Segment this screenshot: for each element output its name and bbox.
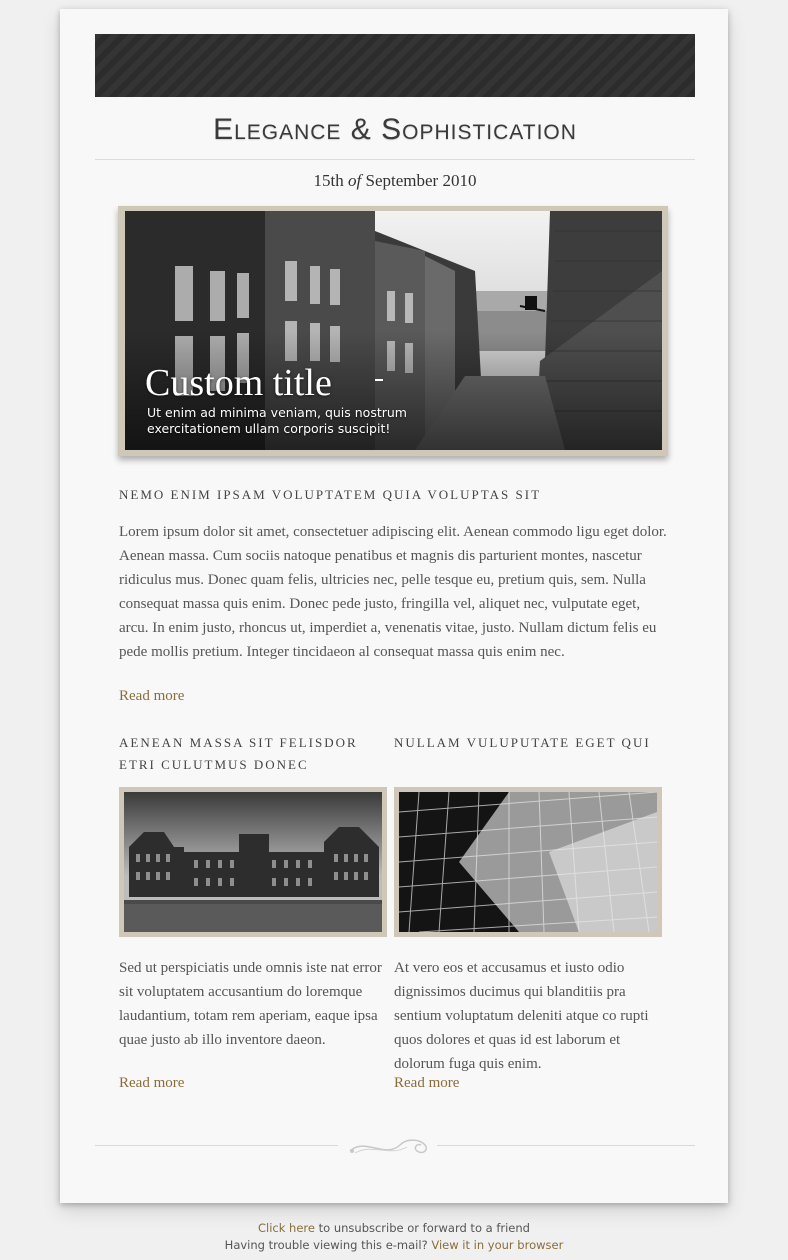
main-article-body: Lorem ipsum dolor sit amet, consectetuer adipiscing elit. Aenean commodo ligu eget dolor. Aenean massa. Cum sociis natoque penatibus et magnis dis parturient montes, nascetur ridiculus mus. Donec quam felis, ultricies nec, pelle tesque eu, pretium quis, sem. Nulla consequat massa quis enim. Donec pede justo, fringilla vel, aliquet nec, vulputate eget, arcu. In enim justo, rhoncus ut, imperdiet a, venenatis vitae, justo. Nullam dictum felis eu pede mollis pretium. Integer tincidaeon al consequat massa quis enim nec. xyxy=(119,524,667,660)
palace-illustration xyxy=(124,792,382,932)
column-2-body: At vero eos et accusamus et iusto odio dignissimos ducimus qui blanditiis pra sentium voluptatum deleniti atque co rupti quos dolores et quas id est laborum et dolorum fuga quis enim. xyxy=(394,960,649,1072)
trouble-text: Having trouble viewing this e-mail? xyxy=(224,1238,432,1252)
main-article-heading: NEMO ENIM IPSAM VOLUPTATEM QUIA VOLUPTAS SIT xyxy=(119,487,542,502)
column-2-image-frame xyxy=(394,787,662,937)
header-divider xyxy=(95,159,695,160)
unsubscribe-link[interactable]: Click here xyxy=(258,1221,315,1235)
hero-subtitle: Ut enim ad minima veniam, quis nostrum exercitationem ullam corporis suscipit! xyxy=(147,405,407,436)
unsubscribe-text: to unsubscribe or forward to a friend xyxy=(314,1221,530,1235)
email-paper xyxy=(60,9,728,1203)
hero-title: Custom title xyxy=(145,362,332,404)
palace-photo xyxy=(124,792,382,932)
column-1-heading: AENEAN MASSA SIT FELISDOR ETRI CULUTMUS DONEC xyxy=(119,735,358,772)
column-2-heading: NULLAM VULUPUTATE EGET QUI xyxy=(394,735,651,750)
main-article-read-more-link[interactable]: Read more xyxy=(119,688,185,704)
date-of: of xyxy=(348,171,362,190)
column-1-body: Sed ut perspiciatis unde omnis iste nat error sit voluptatem accusantium do loremque laudantium, totam rem aperiam, eaque ipsa quae justo ab illo inventore daeon. xyxy=(119,960,382,1048)
footer-unsubscribe-line xyxy=(0,1221,788,1235)
hero-dash xyxy=(375,379,383,381)
footer-divider-right xyxy=(437,1145,695,1146)
column-1-read-more-link[interactable]: Read more xyxy=(119,1075,185,1091)
issue-date xyxy=(95,171,695,191)
hero-street-photo xyxy=(125,211,662,450)
date-rest: September 2010 xyxy=(365,171,477,190)
page-title: Elegance & Sophistication xyxy=(213,113,577,146)
footer-browser-line xyxy=(0,1238,788,1252)
header-banner xyxy=(95,34,695,97)
hero-frame xyxy=(118,206,668,456)
date-day: 15th xyxy=(313,171,344,190)
glass-grid-photo xyxy=(399,792,657,932)
flourish-ornament-icon xyxy=(345,1133,435,1159)
view-in-browser-link[interactable]: View it in your browser xyxy=(431,1238,564,1252)
column-1-image-frame xyxy=(119,787,387,937)
footer-divider-left xyxy=(95,1145,338,1146)
glass-grid-illustration xyxy=(399,792,657,932)
column-2-read-more-link[interactable]: Read more xyxy=(394,1075,460,1091)
